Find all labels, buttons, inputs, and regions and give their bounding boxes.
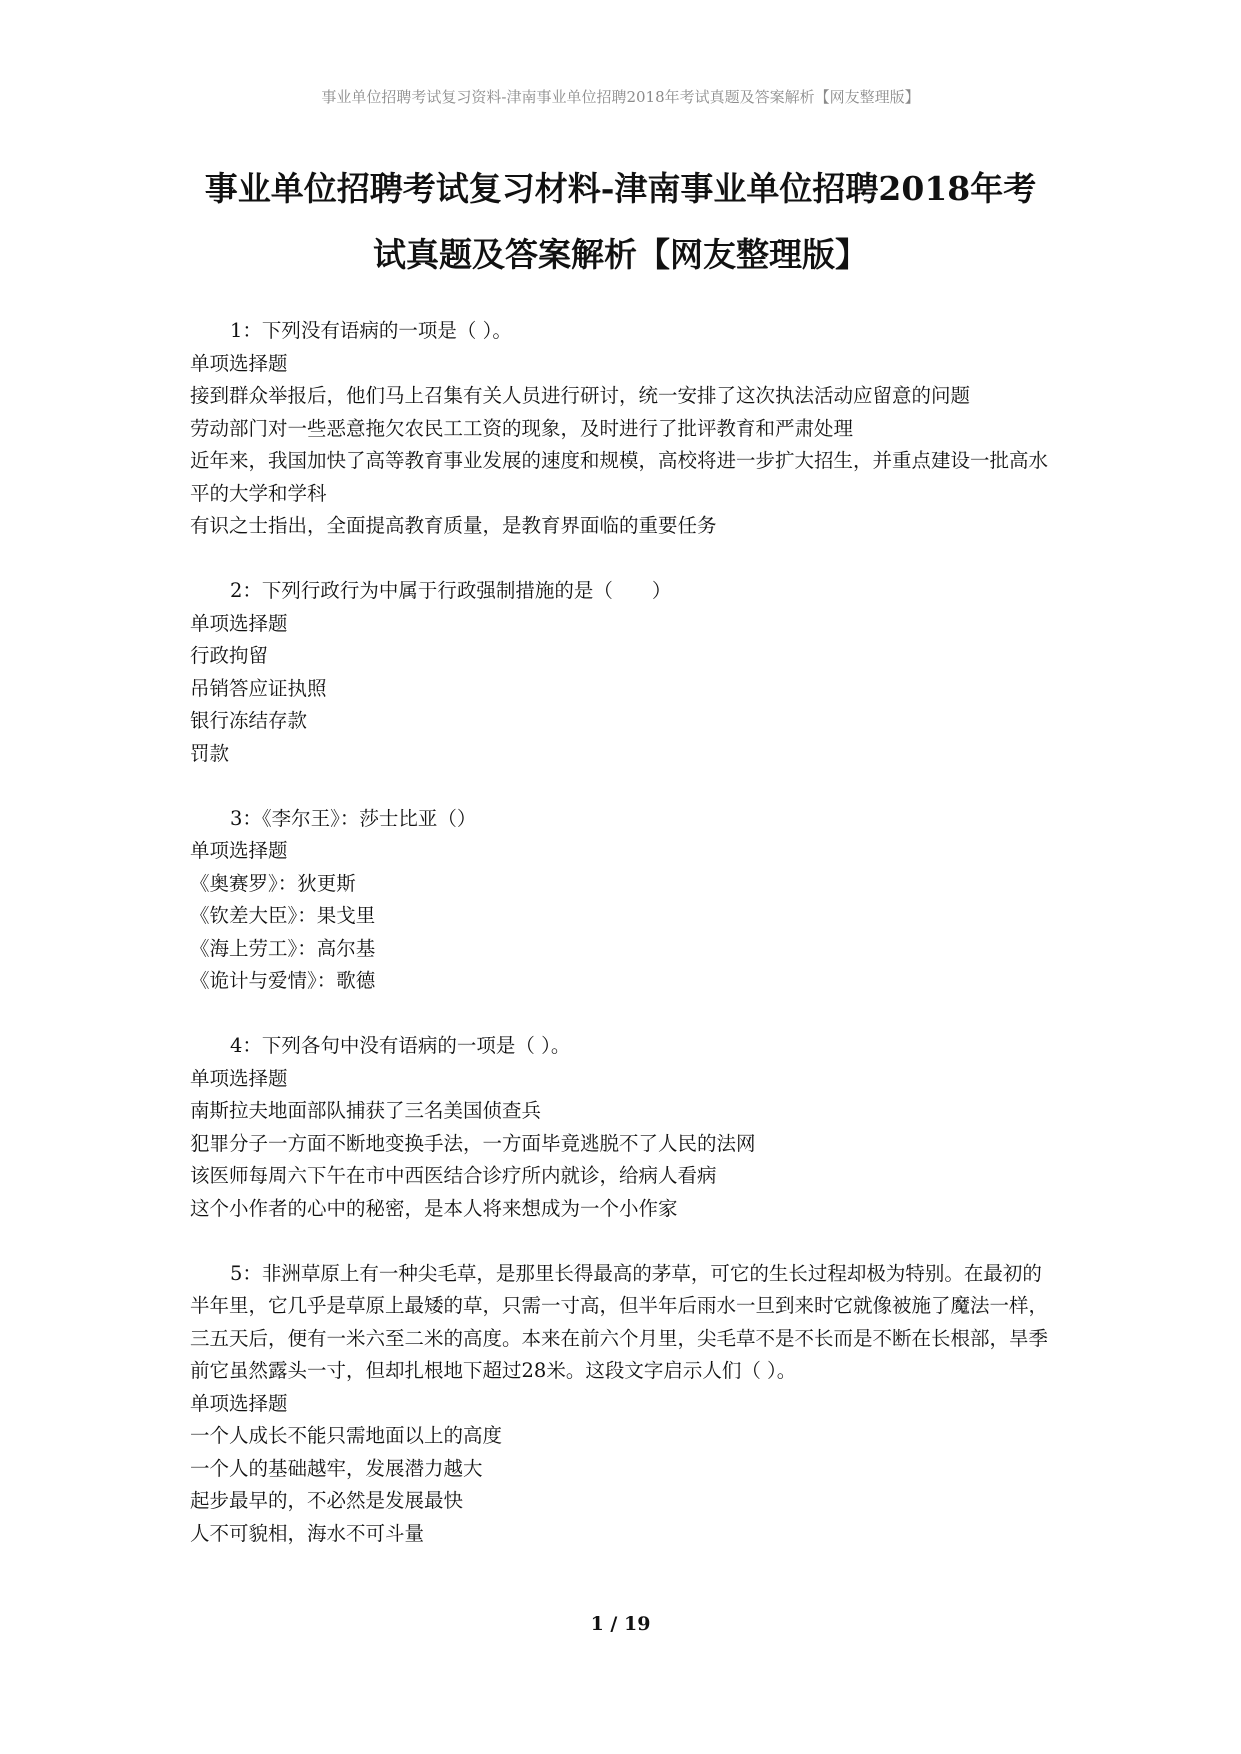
option-d: 这个小作者的心中的秘密，是本人将来想成为一个小作家 xyxy=(190,1196,678,1220)
page-number: 1 / 19 xyxy=(590,1613,651,1635)
title-line-1: 事业单位招聘考试复习材料-津南事业单位招聘2018年考 xyxy=(204,169,1037,208)
option-a: 南斯拉夫地面部队捕获了三名美国侦查兵 xyxy=(190,1099,542,1122)
question-stem: 5：非洲草原上有一种尖毛草，是那里长得最高的茅草，可它的生长过程却极为特别。在最初的半年里，它几乎是草原上最矮的草，只需一寸高，但半年后雨水一旦到来时它就像被施了魔法一样，三五天后，便有一米六至二米的高度。本来在前六个月里，尖毛草不是不长而是不断在长根部，旱季前它虽然露头一寸，但却扎根地下超过28米。这段文字启示人们（ ）。 xyxy=(190,1261,1049,1382)
question-type: 单项选择题 xyxy=(190,611,288,635)
question-4 xyxy=(190,1030,1060,1225)
question-stem: 2：下列行政行为中属于行政强制措施的是（ ） xyxy=(230,579,672,602)
option-c: 近年来，我国加快了高等教育事业发展的速度和规模，高校将进一步扩大招生，并重点建设一批高水平的大学和学科 xyxy=(190,449,1049,505)
question-stem: 4：下列各句中没有语病的一项是（ ）。 xyxy=(230,1034,571,1057)
title-line-2: 试真题及答案解析【网友整理版】 xyxy=(373,235,868,274)
option-b: 一个人的基础越牢，发展潜力越大 xyxy=(190,1456,483,1480)
option-a: 一个人成长不能只需地面以上的高度 xyxy=(190,1424,503,1447)
option-b: 犯罪分子一方面不断地变换手法，一方面毕竟逃脱不了人民的法网 xyxy=(190,1131,756,1155)
question-type: 单项选择题 xyxy=(190,1066,288,1090)
question-5 xyxy=(190,1258,1060,1551)
option-b: 劳动部门对一些恶意拖欠农民工工资的现象，及时进行了批评教育和严肃处理 xyxy=(190,416,854,440)
question-3 xyxy=(190,803,1060,998)
option-d: 《诡计与爱情》：歌德 xyxy=(190,969,376,992)
option-a: 《奥赛罗》：狄更斯 xyxy=(190,871,356,895)
question-type: 单项选择题 xyxy=(190,839,288,862)
option-b: 《钦差大臣》：果戈里 xyxy=(190,904,376,927)
option-d: 人不可貌相，海水不可斗量 xyxy=(190,1521,425,1545)
question-type: 单项选择题 xyxy=(190,1391,288,1415)
option-a: 接到群众举报后，他们马上召集有关人员进行研讨，统一安排了这次执法活动应留意的问题 xyxy=(190,384,971,407)
question-list xyxy=(190,315,1060,1583)
option-c: 银行冻结存款 xyxy=(190,709,308,732)
option-d: 有识之士指出，全面提高教育质量，是教育界面临的重要任务 xyxy=(190,514,717,537)
option-c: 该医师每周六下午在市中西医结合诊疗所内就诊，给病人看病 xyxy=(190,1164,717,1187)
question-stem: 1：下列没有语病的一项是（ ）。 xyxy=(230,319,512,342)
option-c: 起步最早的，不必然是发展最快 xyxy=(190,1489,464,1512)
question-stem: 3：《李尔王》：莎士比亚（） xyxy=(230,806,477,830)
question-type: 单项选择题 xyxy=(190,351,288,375)
question-2 xyxy=(190,575,1060,770)
question-1 xyxy=(190,315,1060,543)
option-a: 行政拘留 xyxy=(190,644,269,667)
option-d: 罚款 xyxy=(190,741,230,765)
option-c: 《海上劳工》：高尔基 xyxy=(190,936,376,960)
document-title xyxy=(150,156,1091,288)
option-b: 吊销答应证执照 xyxy=(190,676,327,700)
running-header: 事业单位招聘考试复习资料-津南事业单位招聘2018年考试真题及答案解析【网友整理版】 xyxy=(321,88,920,106)
